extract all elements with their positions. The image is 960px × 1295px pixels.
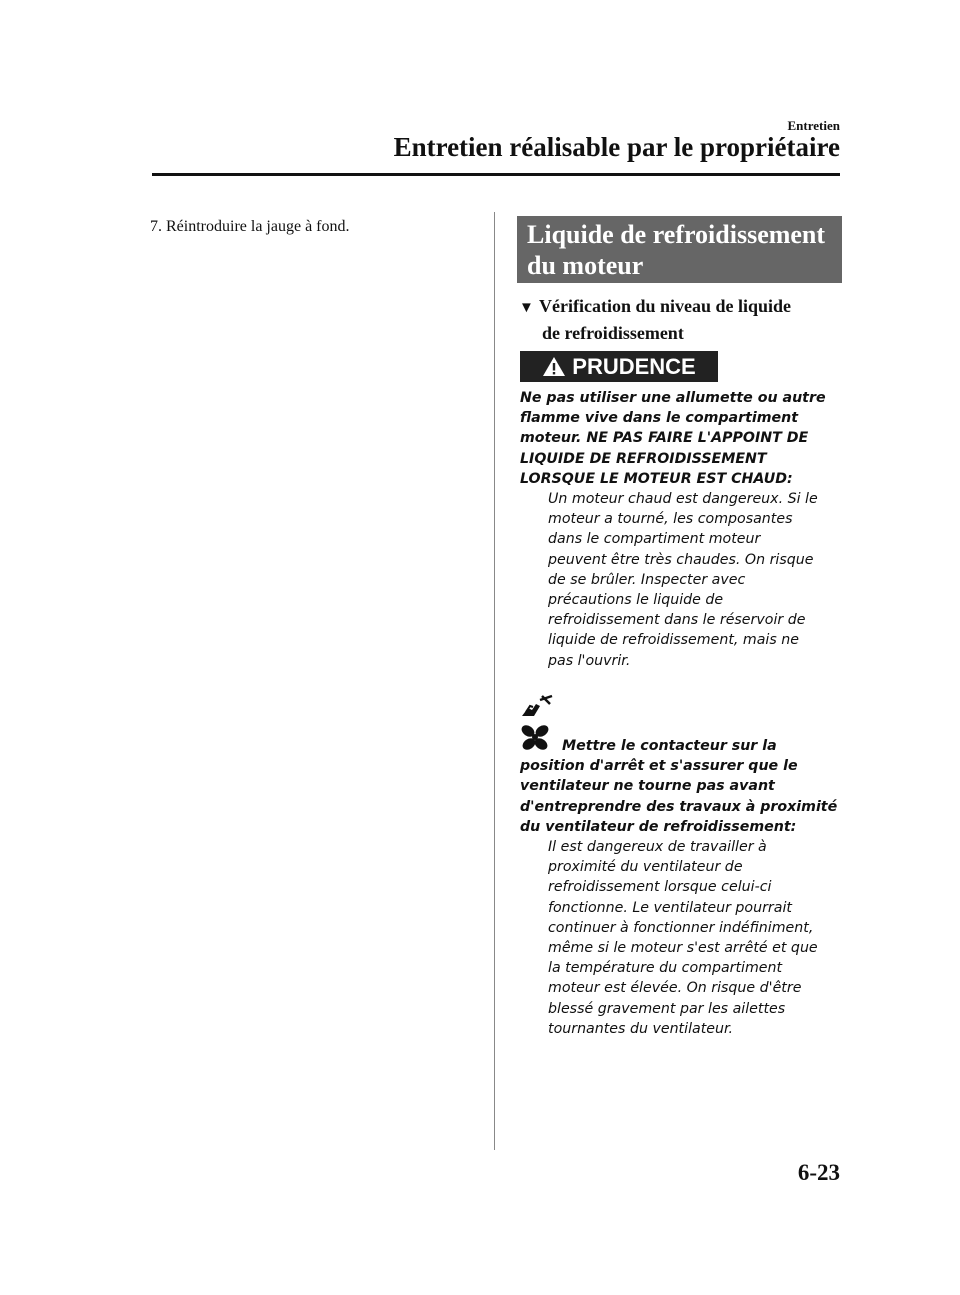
warning-1-body — [520, 489, 845, 671]
warning-2 — [520, 736, 845, 1039]
section-title-line2: du moteur — [527, 251, 644, 280]
text-line: Un moteur chaud est dangereux. Si le — [548, 491, 818, 508]
text-line: de se brûler. Inspecter avec — [548, 571, 746, 588]
text-line: continuer à fonctionner indéfiniment, — [548, 919, 814, 936]
text-line: proximité du ventilateur de — [548, 859, 743, 876]
text-line: peuvent être très chaudes. On risque — [548, 551, 814, 568]
sub-heading — [519, 294, 844, 346]
text-line: refroidissement lorsque celui-ci — [548, 879, 772, 896]
caution-badge — [520, 351, 718, 382]
warning-2-heading — [520, 736, 845, 837]
text-line: ventilateur ne tourne pas avant — [520, 778, 775, 795]
text-line: position d'arrêt et s'assurer que le — [520, 758, 798, 775]
text-line: moteur est élevée. On risque d'être — [548, 980, 802, 997]
text-line: d'entreprendre des travaux à proximité — [520, 798, 838, 815]
text-line: pas l'ouvrir. — [548, 652, 631, 669]
warning-2-body — [520, 837, 845, 1039]
text-line: blessé gravement par les ailettes — [548, 1000, 786, 1017]
warning-1 — [520, 388, 845, 671]
text-line: Mettre le contacteur sur la — [562, 738, 777, 754]
text-line: moteur. NE PAS FAIRE L'APPOINT DE — [520, 430, 809, 447]
page-number: 6-23 — [797, 1160, 840, 1185]
sub-heading-line1: Vérification du niveau de liquide — [539, 296, 792, 316]
text-line: même si le moteur s'est arrêté et que — [548, 940, 818, 957]
chapter-label: Entretien — [787, 118, 840, 133]
section-title-box — [517, 216, 842, 283]
text-line: LIQUIDE DE REFROIDISSEMENT — [520, 450, 767, 467]
text-line: Il est dangereux de travailler à — [548, 839, 767, 856]
text-line: fonctionne. Le ventilateur pourrait — [548, 899, 792, 916]
triangle-marker-icon: ▼ — [519, 300, 534, 316]
caution-label: PRUDENCE — [572, 353, 696, 379]
text-line: tournantes du ventilateur. — [548, 1020, 734, 1037]
header-rule — [152, 173, 840, 176]
warning-triangle-icon — [542, 356, 566, 377]
text-line: flamme vive dans le compartiment — [520, 410, 799, 427]
text-line: Ne pas utiliser une allumette ou autre — [520, 390, 826, 406]
text-line: refroidissement dans le réservoir de — [548, 612, 806, 629]
text-line: la température du compartiment — [548, 960, 783, 977]
hand-tool-icon — [520, 694, 554, 720]
text-line: dans le compartiment moteur — [548, 531, 761, 548]
column-divider — [494, 212, 495, 1150]
text-line: précautions le liquide de — [548, 592, 724, 609]
text-line: LORSQUE LE MOTEUR EST CHAUD: — [520, 470, 793, 487]
sub-heading-line2: de refroidissement — [542, 323, 684, 343]
section-title-line1: Liquide de refroidissement — [527, 220, 826, 249]
step-7-text: 7. Réintroduire la jauge à fond. — [150, 218, 350, 235]
text-line: moteur a tourné, les composantes — [548, 511, 793, 528]
warning-1-heading — [520, 388, 845, 489]
text-line: du ventilateur de refroidissement: — [520, 818, 797, 835]
text-line: liquide de refroidissement, mais ne — [548, 632, 799, 649]
page-title: Entretien réalisable par le propriétaire — [393, 132, 840, 162]
